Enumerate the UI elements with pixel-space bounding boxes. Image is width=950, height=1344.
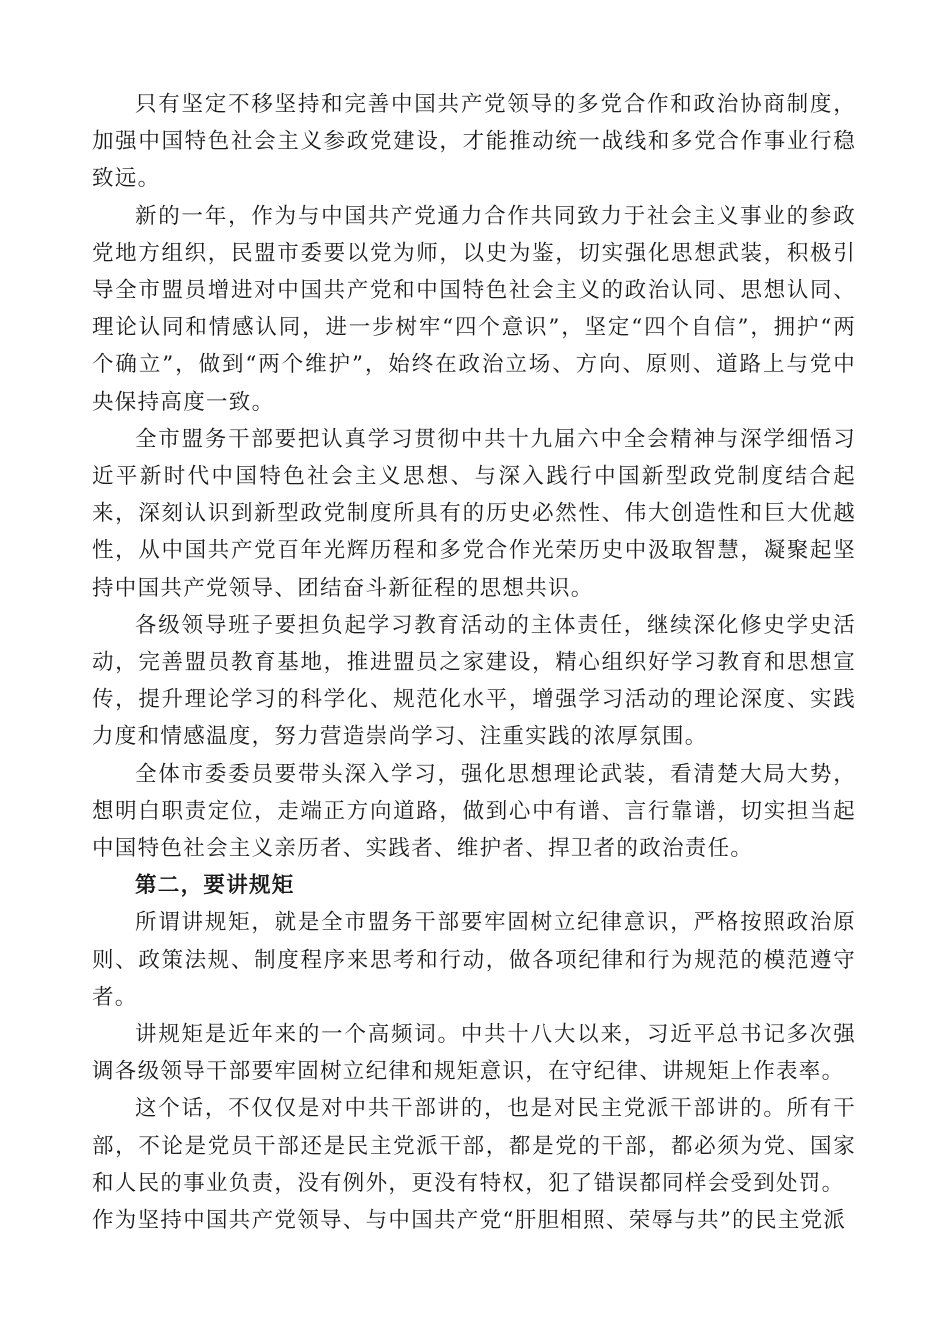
paragraph-2: 新的一年，作为与中国共产党通力合作共同致力于社会主义事业的参政党地方组织，民盟市委要以党为师，以史为鉴，切实强化思想武装，积极引导全市盟员增进对中国共产党和中国特色社会主义的政治认同、思想认同、理论认同和情感认同，进一步树牢“四个意识”，坚定“四个自信”，拥护“两个确立”，做到“两个维护”，始终在政治立场、方向、原则、道路上与党中央保持高度一致。 (92, 203, 856, 415)
paragraph-1: 只有坚定不移坚持和完善中国共产党领导的多党合作和政治协商制度，加强中国特色社会主义参政党建设，才能推动统一战线和多党合作事业行稳致远。 (92, 92, 856, 192)
paragraph-4: 各级领导班子要担负起学习教育活动的主体责任，继续深化修史学史活动，完善盟员教育基地，推进盟员之家建设，精心组织好学习教育和思想宣传，提升理论学习的科学化、规范化水平，增强学习活动的理论深度、实践力度和情感温度，努力营造崇尚学习、注重实践的浓厚氛围。 (92, 612, 856, 750)
paragraph-5: 全体市委委员要带头深入学习，强化思想理论武装，看清楚大局大势，想明白职责定位，走端正方向道路，做到心中有谱、言行靠谱，切实担当起中国特色社会主义亲历者、实践者、维护者、捍卫者的政治责任。 (92, 761, 856, 862)
section-heading: 第二，要讲规矩 (135, 873, 295, 899)
paragraph-9: 作为坚持中国共产党领导、与中国共产党“肝胆相照、荣辱与共”的民主党派 (92, 1208, 847, 1234)
paragraph-7: 讲规矩是近年来的一个高频词。中共十八大以来，习近平总书记多次强调各级领导干部要牢固树立纪律和规矩意识，在守纪律、讲规矩上作表率。 (92, 1022, 856, 1085)
paragraph-6: 所谓讲规矩，就是全市盟务干部要牢固树立纪律意识，严格按照政治原则、政策法规、制度程序来思考和行动，做各项纪律和行为规范的模范遵守者。 (92, 910, 856, 1010)
paragraph-3: 全市盟务干部要把认真学习贯彻中共十九届六中全会精神与深学细悟习近平新时代中国特色社会主义思想、与深入践行中国新型政党制度结合起来，深刻认识到新型政党制度所具有的历史必然性、伟大创造性和巨大优越性，从中国共产党百年光辉历程和多党合作光荣历史中汲取智慧，凝聚起坚持中国共产党领导、团结奋斗新征程的思想共识。 (92, 426, 856, 601)
document-body (92, 86, 856, 1239)
paragraph-8: 这个话，不仅仅是对中共干部讲的，也是对民主党派干部讲的。所有干部，不论是党员干部还是民主党派干部，都是党的干部，都必须为党、国家和人民的事业负责，没有例外，更没有特权，犯了错误都同样会受到处罚。 (92, 1096, 856, 1196)
